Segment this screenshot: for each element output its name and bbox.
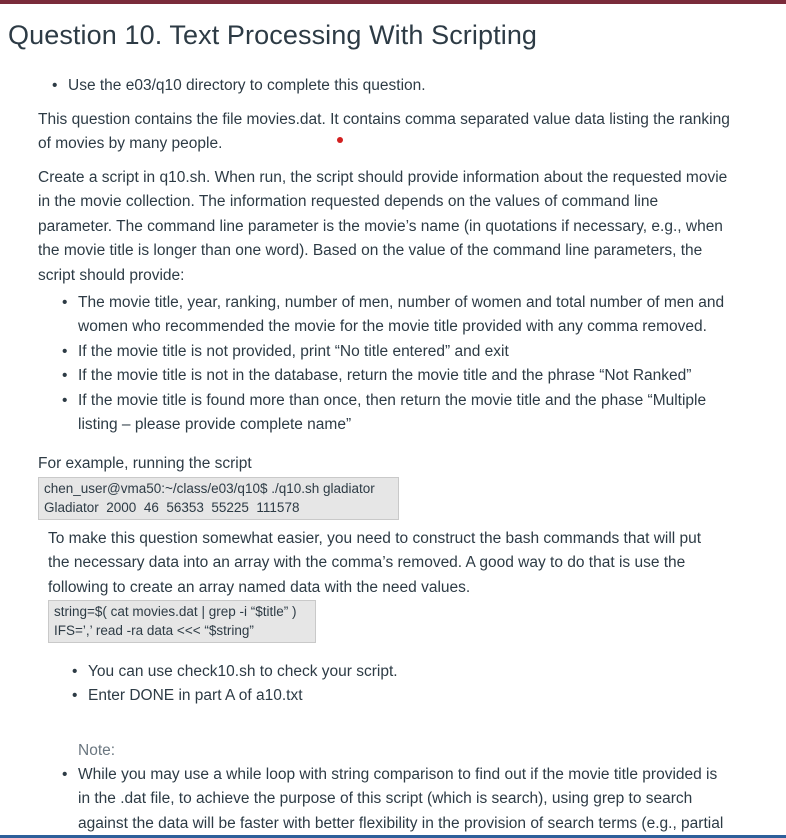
requirements-list — [62, 291, 724, 437]
list-item: • While you may use a while loop with string comparison to find out if the movie title provided is in the .dat file, to achieve the purpose of this script (which is search), using grep to search against the data will be faster with better flexibility in the provision of search terms (e.g., partial — [62, 763, 723, 836]
final-steps-list — [72, 660, 398, 709]
list-item: • If the movie title is found more than once, then return the movie title and the phase “Multiple listing – please provide complete name” — [62, 389, 724, 438]
list-item: • If the movie title is not in the database, return the movie title and the phrase “Not Ranked” — [62, 364, 724, 388]
note-list — [62, 763, 723, 836]
intro-list — [52, 74, 426, 98]
top-accent-bar — [0, 0, 786, 4]
paragraph-file-description: This question contains the file movies.dat. It contains comma separated value data listing the ranking of movies by many people. — [38, 111, 730, 153]
list-item: • Use the e03/q10 directory to complete this question. — [52, 74, 426, 98]
paragraph-array-hint: To make this question somewhat easier, you need to construct the bash commands that will put the necessary data into an array with the comma’s removed. A good way to do that is use the following to create an array named data with the need values. — [48, 530, 702, 596]
list-item: • The movie title, year, ranking, number of men, number of women and total number of men and women who recommended the movie for the movie title provided with any comma removed. — [62, 291, 724, 340]
array-code-block: string=$( cat movies.dat | grep -i “$title” ) IFS=’,’ read -ra data <<< “$string” — [48, 600, 316, 643]
page-title: Question 10. Text Processing With Scripting — [8, 20, 538, 50]
red-dot-marker — [337, 137, 343, 143]
list-item: • You can use check10.sh to check your script. — [72, 660, 398, 684]
note-label: Note: — [78, 742, 116, 759]
example-code-block: chen_user@vma50:~/class/e03/q10$ ./q10.sh gladiator Gladiator 2000 46 56353 55225 111578 — [38, 477, 399, 520]
example-label: For example, running the script — [38, 455, 252, 472]
paragraph-instructions: Create a script in q10.sh. When run, the script should provide information about the requested movie in the movie collection. The information requested depends on the values of command line parameter. The command line parameter is the movie’s name (in quotations if necessary, e.g., when the movie title is longer than one word). Based on the value of the command line parameters, the script should provide: — [38, 169, 728, 284]
list-item: • Enter DONE in part A of a10.txt — [72, 684, 398, 708]
list-item: • If the movie title is not provided, print “No title entered” and exit — [62, 340, 724, 364]
